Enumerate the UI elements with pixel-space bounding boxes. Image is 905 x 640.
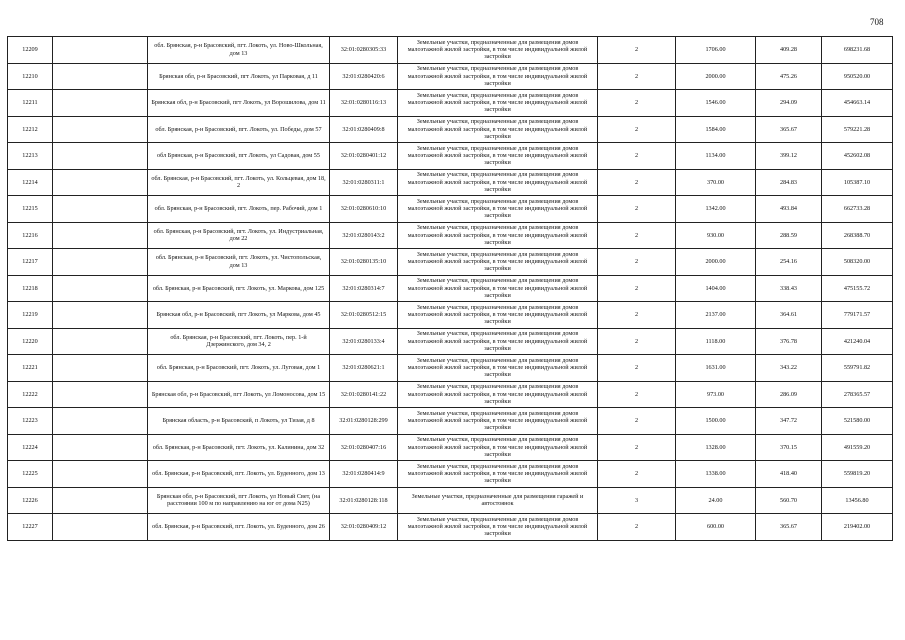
land-use-category-cell: Земельные участки, предназначенные для размещения домов малоэтажной жилой застройки, в том числе индивидуальной жилой застройки bbox=[398, 355, 598, 382]
cadastral-number-cell: 32:01:0280135:10 bbox=[330, 249, 398, 276]
group-cell: 2 bbox=[598, 355, 676, 382]
specific-value-cell: 365.67 bbox=[756, 514, 822, 541]
area-cell: 2000.00 bbox=[676, 249, 756, 276]
table-row bbox=[8, 461, 893, 488]
row-number-cell: 12219 bbox=[8, 302, 53, 329]
row-number-cell: 12220 bbox=[8, 328, 53, 355]
cadastral-number-cell: 32:01:0280128:118 bbox=[330, 487, 398, 514]
row-number-cell: 12224 bbox=[8, 434, 53, 461]
land-use-category-cell: Земельные участки, предназначенные для размещения домов малоэтажной жилой застройки, в том числе индивидуальной жилой застройки bbox=[398, 90, 598, 117]
area-cell: 24.00 bbox=[676, 487, 756, 514]
row-number-cell: 12212 bbox=[8, 116, 53, 143]
area-cell: 2137.00 bbox=[676, 302, 756, 329]
cadastral-number-cell: 32:01:0280128:299 bbox=[330, 408, 398, 435]
cadastral-value-cell: 475155.72 bbox=[822, 275, 893, 302]
empty-cell bbox=[53, 116, 148, 143]
specific-value-cell: 286.09 bbox=[756, 381, 822, 408]
empty-cell bbox=[53, 381, 148, 408]
row-number-cell: 12215 bbox=[8, 196, 53, 223]
cadastral-number-cell: 32:01:0280143:2 bbox=[330, 222, 398, 249]
row-number-cell: 12216 bbox=[8, 222, 53, 249]
area-cell: 1584.00 bbox=[676, 116, 756, 143]
page-number: 708 bbox=[870, 17, 884, 27]
cadastral-number-cell: 32:01:0280420:6 bbox=[330, 63, 398, 90]
row-number-cell: 12211 bbox=[8, 90, 53, 117]
cadastral-value-cell: 950520.00 bbox=[822, 63, 893, 90]
table-row bbox=[8, 169, 893, 196]
cadastral-number-cell: 32:01:0280409:12 bbox=[330, 514, 398, 541]
specific-value-cell: 343.22 bbox=[756, 355, 822, 382]
specific-value-cell: 560.70 bbox=[756, 487, 822, 514]
land-use-category-cell: Земельные участки, предназначенные для размещения домов малоэтажной жилой застройки, в том числе индивидуальной жилой застройки bbox=[398, 514, 598, 541]
cadastral-value-cell: 452602.08 bbox=[822, 143, 893, 170]
cadastral-value-cell: 491559.20 bbox=[822, 434, 893, 461]
land-use-category-cell: Земельные участки, предназначенные для размещения домов малоэтажной жилой застройки, в том числе индивидуальной жилой застройки bbox=[398, 461, 598, 488]
table-row bbox=[8, 196, 893, 223]
empty-cell bbox=[53, 222, 148, 249]
cadastral-number-cell: 32:01:0280409:8 bbox=[330, 116, 398, 143]
cadastral-value-cell: 508320.00 bbox=[822, 249, 893, 276]
empty-cell bbox=[53, 196, 148, 223]
empty-cell bbox=[53, 487, 148, 514]
empty-cell bbox=[53, 90, 148, 117]
empty-cell bbox=[53, 461, 148, 488]
address-cell: обл. Брянская, р-н Брасовский, пгт. Локоть, ул. Калинина, дом 32 bbox=[148, 434, 330, 461]
empty-cell bbox=[53, 355, 148, 382]
table-row bbox=[8, 328, 893, 355]
empty-cell bbox=[53, 434, 148, 461]
group-cell: 2 bbox=[598, 381, 676, 408]
cadastral-number-cell: 32:01:0280133:4 bbox=[330, 328, 398, 355]
specific-value-cell: 338.43 bbox=[756, 275, 822, 302]
cadastral-value-table bbox=[7, 36, 893, 541]
group-cell: 2 bbox=[598, 302, 676, 329]
area-cell: 930.00 bbox=[676, 222, 756, 249]
specific-value-cell: 347.72 bbox=[756, 408, 822, 435]
table-row bbox=[8, 487, 893, 514]
group-cell: 2 bbox=[598, 461, 676, 488]
cadastral-value-cell: 421240.04 bbox=[822, 328, 893, 355]
row-number-cell: 12210 bbox=[8, 63, 53, 90]
specific-value-cell: 376.78 bbox=[756, 328, 822, 355]
address-cell: обл Брянская, р-н Брасовский, пгт Локоть, ул Садовая, дом 55 bbox=[148, 143, 330, 170]
address-cell: обл. Брянская, р-н Брасовский, пгт. Локоть, ул. Чистопольская, дом 13 bbox=[148, 249, 330, 276]
land-use-category-cell: Земельные участки, предназначенные для размещения домов малоэтажной жилой застройки, в том числе индивидуальной жилой застройки bbox=[398, 381, 598, 408]
land-use-category-cell: Земельные участки, предназначенные для размещения домов малоэтажной жилой застройки, в том числе индивидуальной жилой застройки bbox=[398, 196, 598, 223]
row-number-cell: 12226 bbox=[8, 487, 53, 514]
area-cell: 1546.00 bbox=[676, 90, 756, 117]
land-use-category-cell: Земельные участки, предназначенные для размещения домов малоэтажной жилой застройки, в том числе индивидуальной жилой застройки bbox=[398, 408, 598, 435]
row-number-cell: 12209 bbox=[8, 37, 53, 64]
group-cell: 2 bbox=[598, 222, 676, 249]
area-cell: 1118.00 bbox=[676, 328, 756, 355]
empty-cell bbox=[53, 302, 148, 329]
table-row bbox=[8, 275, 893, 302]
empty-cell bbox=[53, 63, 148, 90]
row-number-cell: 12218 bbox=[8, 275, 53, 302]
cadastral-value-cell: 779171.57 bbox=[822, 302, 893, 329]
area-cell: 1134.00 bbox=[676, 143, 756, 170]
empty-cell bbox=[53, 328, 148, 355]
area-cell: 1328.00 bbox=[676, 434, 756, 461]
address-cell: обл. Брянская, р-н Брасовский, пгт. Локоть, ул. Ново-Школьная, дом 13 bbox=[148, 37, 330, 64]
land-use-category-cell: Земельные участки, предназначенные для размещения домов малоэтажной жилой застройки, в том числе индивидуальной жилой застройки bbox=[398, 328, 598, 355]
specific-value-cell: 254.16 bbox=[756, 249, 822, 276]
address-cell: обл. Брянская, р-н Брасовский, пгт. Локоть, ул. Буденного, дом 13 bbox=[148, 461, 330, 488]
table-row bbox=[8, 408, 893, 435]
row-number-cell: 12225 bbox=[8, 461, 53, 488]
land-use-category-cell: Земельные участки, предназначенные для размещения домов малоэтажной жилой застройки, в том числе индивидуальной жилой застройки bbox=[398, 275, 598, 302]
table-row bbox=[8, 116, 893, 143]
specific-value-cell: 364.61 bbox=[756, 302, 822, 329]
table-row bbox=[8, 37, 893, 64]
land-use-category-cell: Земельные участки, предназначенные для размещения домов малоэтажной жилой застройки, в том числе индивидуальной жилой застройки bbox=[398, 302, 598, 329]
group-cell: 2 bbox=[598, 196, 676, 223]
specific-value-cell: 409.28 bbox=[756, 37, 822, 64]
address-cell: Брянская обл, р-н Брасовский, пгт Локоть, ул Ломоносова, дом 15 bbox=[148, 381, 330, 408]
row-number-cell: 12217 bbox=[8, 249, 53, 276]
group-cell: 2 bbox=[598, 90, 676, 117]
cadastral-number-cell: 32:01:0280116:13 bbox=[330, 90, 398, 117]
land-use-category-cell: Земельные участки, предназначенные для размещения домов малоэтажной жилой застройки, в том числе индивидуальной жилой застройки bbox=[398, 37, 598, 64]
specific-value-cell: 365.67 bbox=[756, 116, 822, 143]
land-use-category-cell: Земельные участки, предназначенные для размещения гаражей и автостоянок bbox=[398, 487, 598, 514]
cadastral-value-cell: 521580.00 bbox=[822, 408, 893, 435]
area-cell: 370.00 bbox=[676, 169, 756, 196]
cadastral-number-cell: 32:01:0280621:1 bbox=[330, 355, 398, 382]
empty-cell bbox=[53, 408, 148, 435]
table-row bbox=[8, 381, 893, 408]
group-cell: 2 bbox=[598, 408, 676, 435]
address-cell: обл. Брянская, р-н Брасовский, пгт. Локоть, ул. Индустриальная, дом 22 bbox=[148, 222, 330, 249]
specific-value-cell: 418.40 bbox=[756, 461, 822, 488]
cadastral-number-cell: 32:01:0280311:1 bbox=[330, 169, 398, 196]
area-cell: 2000.00 bbox=[676, 63, 756, 90]
table-row bbox=[8, 143, 893, 170]
address-cell: обл. Брянская, р-н Брасовский, пгт. Локоть, пер. 1-й Дзержинского, дом 34, 2 bbox=[148, 328, 330, 355]
specific-value-cell: 370.15 bbox=[756, 434, 822, 461]
address-cell: обл. Брянская, р-н Брасовский, пгт. Локоть, ул. Маркова, дом 125 bbox=[148, 275, 330, 302]
cadastral-value-cell: 278365.57 bbox=[822, 381, 893, 408]
table-row bbox=[8, 90, 893, 117]
address-cell: обл. Брянская, р-н Брасовский, пгт. Локоть, ул. Луговая, дом 1 bbox=[148, 355, 330, 382]
specific-value-cell: 294.09 bbox=[756, 90, 822, 117]
land-use-category-cell: Земельные участки, предназначенные для размещения домов малоэтажной жилой застройки, в том числе индивидуальной жилой застройки bbox=[398, 169, 598, 196]
address-cell: обл. Брянская, р-н Брасовский, пгт. Локоть, пер. Рабочий, дом 1 bbox=[148, 196, 330, 223]
area-cell: 1706.00 bbox=[676, 37, 756, 64]
row-number-cell: 12221 bbox=[8, 355, 53, 382]
cadastral-number-cell: 32:01:0280512:15 bbox=[330, 302, 398, 329]
row-number-cell: 12222 bbox=[8, 381, 53, 408]
area-cell: 1338.00 bbox=[676, 461, 756, 488]
table-row bbox=[8, 514, 893, 541]
row-number-cell: 12214 bbox=[8, 169, 53, 196]
land-use-category-cell: Земельные участки, предназначенные для размещения домов малоэтажной жилой застройки, в том числе индивидуальной жилой застройки bbox=[398, 249, 598, 276]
address-cell: Брянская обл, р-н Брасовский, пгт Локоть, ул Новый Свет, (на расстоянии 100 м по направлению на юг от дома N25) bbox=[148, 487, 330, 514]
specific-value-cell: 493.84 bbox=[756, 196, 822, 223]
area-cell: 1500.00 bbox=[676, 408, 756, 435]
specific-value-cell: 475.26 bbox=[756, 63, 822, 90]
cadastral-value-cell: 662733.28 bbox=[822, 196, 893, 223]
cadastral-value-cell: 105387.10 bbox=[822, 169, 893, 196]
address-cell: Брянская обл, р-н Брасовский, пгт Локоть, ул Парковая, д 11 bbox=[148, 63, 330, 90]
table-row bbox=[8, 355, 893, 382]
land-use-category-cell: Земельные участки, предназначенные для размещения домов малоэтажной жилой застройки, в том числе индивидуальной жилой застройки bbox=[398, 222, 598, 249]
empty-cell bbox=[53, 514, 148, 541]
cadastral-value-cell: 559819.20 bbox=[822, 461, 893, 488]
cadastral-number-cell: 32:01:0280610:10 bbox=[330, 196, 398, 223]
group-cell: 3 bbox=[598, 487, 676, 514]
address-cell: обл. Брянская, р-н Брасовский, пгт. Локоть, ул. Кольцевая, дом 18, 2 bbox=[148, 169, 330, 196]
table-row bbox=[8, 249, 893, 276]
empty-cell bbox=[53, 169, 148, 196]
specific-value-cell: 284.83 bbox=[756, 169, 822, 196]
cadastral-value-cell: 219402.00 bbox=[822, 514, 893, 541]
row-number-cell: 12213 bbox=[8, 143, 53, 170]
area-cell: 1342.00 bbox=[676, 196, 756, 223]
group-cell: 2 bbox=[598, 434, 676, 461]
table-row bbox=[8, 434, 893, 461]
area-cell: 600.00 bbox=[676, 514, 756, 541]
group-cell: 2 bbox=[598, 37, 676, 64]
group-cell: 2 bbox=[598, 514, 676, 541]
land-use-category-cell: Земельные участки, предназначенные для размещения домов малоэтажной жилой застройки, в том числе индивидуальной жилой застройки bbox=[398, 116, 598, 143]
cadastral-number-cell: 32:01:0280407:16 bbox=[330, 434, 398, 461]
cadastral-value-cell: 698231.68 bbox=[822, 37, 893, 64]
address-cell: обл. Брянская, р-н Брасовский, пгт. Локоть, ул. Буденного, дом 26 bbox=[148, 514, 330, 541]
group-cell: 2 bbox=[598, 328, 676, 355]
address-cell: Брянская обл, р-н Брасовский, пгт Локоть, ул Маркова, дом 45 bbox=[148, 302, 330, 329]
group-cell: 2 bbox=[598, 116, 676, 143]
area-cell: 1631.00 bbox=[676, 355, 756, 382]
cadastral-value-cell: 454663.14 bbox=[822, 90, 893, 117]
group-cell: 2 bbox=[598, 275, 676, 302]
group-cell: 2 bbox=[598, 169, 676, 196]
table-row bbox=[8, 222, 893, 249]
address-cell: обл. Брянская, р-н Брасовский, пгт. Локоть, ул. Победы, дом 57 bbox=[148, 116, 330, 143]
area-cell: 973.00 bbox=[676, 381, 756, 408]
area-cell: 1404.00 bbox=[676, 275, 756, 302]
empty-cell bbox=[53, 143, 148, 170]
empty-cell bbox=[53, 249, 148, 276]
land-use-category-cell: Земельные участки, предназначенные для размещения домов малоэтажной жилой застройки, в том числе индивидуальной жилой застройки bbox=[398, 434, 598, 461]
empty-cell bbox=[53, 275, 148, 302]
table-body bbox=[8, 37, 893, 541]
specific-value-cell: 399.12 bbox=[756, 143, 822, 170]
land-use-category-cell: Земельные участки, предназначенные для размещения домов малоэтажной жилой застройки, в том числе индивидуальной жилой застройки bbox=[398, 63, 598, 90]
land-use-category-cell: Земельные участки, предназначенные для размещения домов малоэтажной жилой застройки, в том числе индивидуальной жилой застройки bbox=[398, 143, 598, 170]
cadastral-value-cell: 579221.28 bbox=[822, 116, 893, 143]
cadastral-number-cell: 32:01:0280401:12 bbox=[330, 143, 398, 170]
specific-value-cell: 288.59 bbox=[756, 222, 822, 249]
address-cell: Брянская обл, р-н Брасовский, пгт Локоть, ул Ворошилова, дом 11 bbox=[148, 90, 330, 117]
cadastral-value-cell: 13456.80 bbox=[822, 487, 893, 514]
row-number-cell: 12223 bbox=[8, 408, 53, 435]
cadastral-number-cell: 32:01:0280314:7 bbox=[330, 275, 398, 302]
cadastral-number-cell: 32:01:0280414:9 bbox=[330, 461, 398, 488]
cadastral-value-cell: 559791.82 bbox=[822, 355, 893, 382]
cadastral-number-cell: 32:01:0280141:22 bbox=[330, 381, 398, 408]
group-cell: 2 bbox=[598, 63, 676, 90]
group-cell: 2 bbox=[598, 249, 676, 276]
table-row bbox=[8, 63, 893, 90]
cadastral-value-cell: 268388.70 bbox=[822, 222, 893, 249]
empty-cell bbox=[53, 37, 148, 64]
cadastral-number-cell: 32:01:0280305:33 bbox=[330, 37, 398, 64]
address-cell: Брянская область, р-н Брасовский, п Локоть, ул Тизая, д 8 bbox=[148, 408, 330, 435]
group-cell: 2 bbox=[598, 143, 676, 170]
row-number-cell: 12227 bbox=[8, 514, 53, 541]
table-row bbox=[8, 302, 893, 329]
